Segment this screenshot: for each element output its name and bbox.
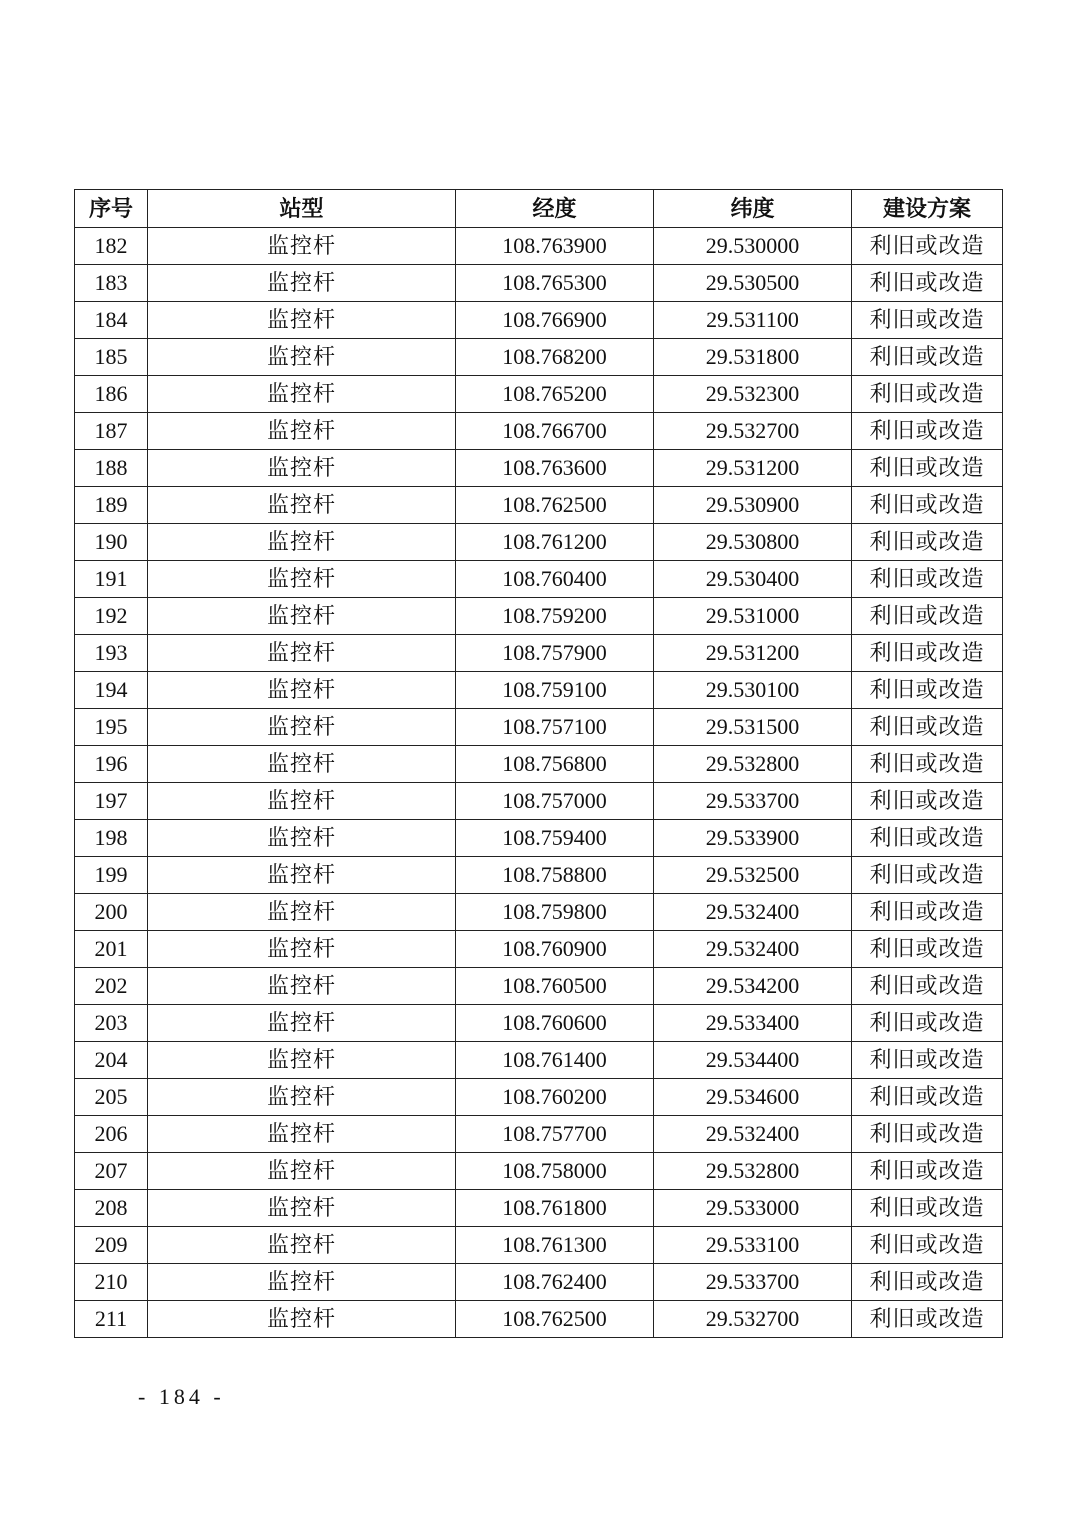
cell-index: 200	[75, 894, 148, 931]
table-row	[75, 1079, 1003, 1116]
cell-latitude: 29.530800	[654, 524, 852, 561]
table-row	[75, 672, 1003, 709]
cell-longitude: 108.760600	[456, 1005, 654, 1042]
cell-construction-plan: 利旧或改造	[852, 968, 1003, 1005]
cell-longitude: 108.763600	[456, 450, 654, 487]
cell-station-type: 监控杆	[148, 894, 456, 931]
cell-index: 210	[75, 1264, 148, 1301]
cell-latitude: 29.533900	[654, 820, 852, 857]
table-row	[75, 820, 1003, 857]
cell-station-type: 监控杆	[148, 1005, 456, 1042]
cell-latitude: 29.532400	[654, 894, 852, 931]
table-row	[75, 376, 1003, 413]
cell-longitude: 108.758000	[456, 1153, 654, 1190]
cell-station-type: 监控杆	[148, 228, 456, 265]
cell-longitude: 108.761800	[456, 1190, 654, 1227]
cell-latitude: 29.532800	[654, 746, 852, 783]
cell-construction-plan: 利旧或改造	[852, 450, 1003, 487]
cell-construction-plan: 利旧或改造	[852, 783, 1003, 820]
cell-station-type: 监控杆	[148, 1042, 456, 1079]
cell-index: 201	[75, 931, 148, 968]
cell-longitude: 108.759100	[456, 672, 654, 709]
cell-index: 207	[75, 1153, 148, 1190]
table-row	[75, 561, 1003, 598]
cell-latitude: 29.531100	[654, 302, 852, 339]
cell-construction-plan: 利旧或改造	[852, 931, 1003, 968]
table-row	[75, 894, 1003, 931]
cell-longitude: 108.757700	[456, 1116, 654, 1153]
header-latitude: 纬度	[654, 190, 852, 228]
cell-construction-plan: 利旧或改造	[852, 1079, 1003, 1116]
header-construction-plan: 建设方案	[852, 190, 1003, 228]
cell-construction-plan: 利旧或改造	[852, 561, 1003, 598]
cell-index: 203	[75, 1005, 148, 1042]
cell-latitude: 29.533100	[654, 1227, 852, 1264]
cell-station-type: 监控杆	[148, 820, 456, 857]
cell-construction-plan: 利旧或改造	[852, 1116, 1003, 1153]
cell-station-type: 监控杆	[148, 1301, 456, 1338]
table-row	[75, 1264, 1003, 1301]
cell-station-type: 监控杆	[148, 1227, 456, 1264]
cell-latitude: 29.533400	[654, 1005, 852, 1042]
cell-index: 189	[75, 487, 148, 524]
cell-index: 204	[75, 1042, 148, 1079]
cell-station-type: 监控杆	[148, 672, 456, 709]
cell-latitude: 29.532800	[654, 1153, 852, 1190]
table-row	[75, 783, 1003, 820]
cell-construction-plan: 利旧或改造	[852, 339, 1003, 376]
cell-construction-plan: 利旧或改造	[852, 672, 1003, 709]
cell-station-type: 监控杆	[148, 968, 456, 1005]
table-row	[75, 1116, 1003, 1153]
cell-latitude: 29.531200	[654, 450, 852, 487]
cell-construction-plan: 利旧或改造	[852, 1005, 1003, 1042]
table-row	[75, 1153, 1003, 1190]
cell-index: 209	[75, 1227, 148, 1264]
cell-latitude: 29.533700	[654, 1264, 852, 1301]
header-longitude: 经度	[456, 190, 654, 228]
table-header-row	[75, 190, 1003, 228]
cell-construction-plan: 利旧或改造	[852, 1190, 1003, 1227]
cell-construction-plan: 利旧或改造	[852, 709, 1003, 746]
cell-index: 205	[75, 1079, 148, 1116]
cell-index: 202	[75, 968, 148, 1005]
cell-index: 206	[75, 1116, 148, 1153]
cell-latitude: 29.530000	[654, 228, 852, 265]
cell-longitude: 108.759200	[456, 598, 654, 635]
cell-latitude: 29.530900	[654, 487, 852, 524]
table-body	[75, 228, 1003, 1338]
cell-index: 192	[75, 598, 148, 635]
table-row	[75, 635, 1003, 672]
cell-construction-plan: 利旧或改造	[852, 265, 1003, 302]
table-row	[75, 1301, 1003, 1338]
cell-index: 191	[75, 561, 148, 598]
cell-index: 199	[75, 857, 148, 894]
cell-index: 185	[75, 339, 148, 376]
table-row	[75, 487, 1003, 524]
cell-station-type: 监控杆	[148, 487, 456, 524]
cell-index: 186	[75, 376, 148, 413]
table-row	[75, 709, 1003, 746]
table-row	[75, 413, 1003, 450]
table-row	[75, 931, 1003, 968]
cell-index: 183	[75, 265, 148, 302]
cell-station-type: 监控杆	[148, 376, 456, 413]
cell-construction-plan: 利旧或改造	[852, 857, 1003, 894]
cell-latitude: 29.534600	[654, 1079, 852, 1116]
table-row	[75, 857, 1003, 894]
cell-longitude: 108.759800	[456, 894, 654, 931]
cell-longitude: 108.757900	[456, 635, 654, 672]
cell-latitude: 29.532500	[654, 857, 852, 894]
cell-index: 195	[75, 709, 148, 746]
cell-construction-plan: 利旧或改造	[852, 1264, 1003, 1301]
cell-latitude: 29.532400	[654, 1116, 852, 1153]
cell-index: 187	[75, 413, 148, 450]
cell-longitude: 108.761400	[456, 1042, 654, 1079]
cell-construction-plan: 利旧或改造	[852, 228, 1003, 265]
cell-station-type: 监控杆	[148, 265, 456, 302]
cell-station-type: 监控杆	[148, 1153, 456, 1190]
cell-station-type: 监控杆	[148, 746, 456, 783]
cell-latitude: 29.532700	[654, 1301, 852, 1338]
cell-construction-plan: 利旧或改造	[852, 894, 1003, 931]
page-number: - 184 -	[138, 1384, 225, 1409]
cell-station-type: 监控杆	[148, 1190, 456, 1227]
cell-index: 194	[75, 672, 148, 709]
cell-station-type: 监控杆	[148, 635, 456, 672]
cell-construction-plan: 利旧或改造	[852, 413, 1003, 450]
cell-station-type: 监控杆	[148, 302, 456, 339]
table-row	[75, 339, 1003, 376]
cell-longitude: 108.758800	[456, 857, 654, 894]
cell-longitude: 108.760500	[456, 968, 654, 1005]
cell-index: 196	[75, 746, 148, 783]
cell-longitude: 108.763900	[456, 228, 654, 265]
cell-longitude: 108.762500	[456, 1301, 654, 1338]
cell-longitude: 108.759400	[456, 820, 654, 857]
table-row	[75, 1005, 1003, 1042]
cell-construction-plan: 利旧或改造	[852, 1227, 1003, 1264]
cell-station-type: 监控杆	[148, 598, 456, 635]
cell-latitude: 29.534400	[654, 1042, 852, 1079]
cell-latitude: 29.530500	[654, 265, 852, 302]
header-index: 序号	[75, 190, 148, 228]
cell-longitude: 108.761300	[456, 1227, 654, 1264]
cell-index: 193	[75, 635, 148, 672]
cell-index: 197	[75, 783, 148, 820]
table-row	[75, 450, 1003, 487]
cell-index: 184	[75, 302, 148, 339]
cell-station-type: 监控杆	[148, 1116, 456, 1153]
table-row	[75, 1227, 1003, 1264]
cell-longitude: 108.760900	[456, 931, 654, 968]
cell-longitude: 108.762400	[456, 1264, 654, 1301]
cell-index: 211	[75, 1301, 148, 1338]
table-row	[75, 1190, 1003, 1227]
cell-longitude: 108.768200	[456, 339, 654, 376]
cell-construction-plan: 利旧或改造	[852, 598, 1003, 635]
cell-latitude: 29.532700	[654, 413, 852, 450]
table-row	[75, 746, 1003, 783]
station-table	[74, 189, 1003, 1338]
cell-longitude: 108.766900	[456, 302, 654, 339]
cell-latitude: 29.532400	[654, 931, 852, 968]
cell-latitude: 29.532300	[654, 376, 852, 413]
cell-latitude: 29.534200	[654, 968, 852, 1005]
cell-station-type: 监控杆	[148, 709, 456, 746]
header-station-type: 站型	[148, 190, 456, 228]
cell-station-type: 监控杆	[148, 413, 456, 450]
cell-latitude: 29.531200	[654, 635, 852, 672]
cell-index: 188	[75, 450, 148, 487]
cell-station-type: 监控杆	[148, 339, 456, 376]
cell-construction-plan: 利旧或改造	[852, 1042, 1003, 1079]
cell-index: 198	[75, 820, 148, 857]
table-row	[75, 302, 1003, 339]
table-row	[75, 598, 1003, 635]
cell-latitude: 29.533000	[654, 1190, 852, 1227]
cell-construction-plan: 利旧或改造	[852, 820, 1003, 857]
cell-construction-plan: 利旧或改造	[852, 302, 1003, 339]
cell-index: 190	[75, 524, 148, 561]
cell-station-type: 监控杆	[148, 1079, 456, 1116]
cell-station-type: 监控杆	[148, 857, 456, 894]
cell-latitude: 29.531000	[654, 598, 852, 635]
cell-longitude: 108.756800	[456, 746, 654, 783]
cell-construction-plan: 利旧或改造	[852, 1153, 1003, 1190]
cell-construction-plan: 利旧或改造	[852, 1301, 1003, 1338]
cell-latitude: 29.531500	[654, 709, 852, 746]
cell-station-type: 监控杆	[148, 561, 456, 598]
cell-longitude: 108.766700	[456, 413, 654, 450]
cell-longitude: 108.757100	[456, 709, 654, 746]
cell-station-type: 监控杆	[148, 450, 456, 487]
cell-longitude: 108.765300	[456, 265, 654, 302]
cell-longitude: 108.765200	[456, 376, 654, 413]
cell-construction-plan: 利旧或改造	[852, 635, 1003, 672]
cell-latitude: 29.533700	[654, 783, 852, 820]
table-row	[75, 1042, 1003, 1079]
cell-latitude: 29.530400	[654, 561, 852, 598]
cell-longitude: 108.761200	[456, 524, 654, 561]
cell-index: 182	[75, 228, 148, 265]
cell-station-type: 监控杆	[148, 783, 456, 820]
cell-station-type: 监控杆	[148, 524, 456, 561]
cell-latitude: 29.531800	[654, 339, 852, 376]
cell-latitude: 29.530100	[654, 672, 852, 709]
cell-station-type: 监控杆	[148, 1264, 456, 1301]
cell-construction-plan: 利旧或改造	[852, 376, 1003, 413]
cell-station-type: 监控杆	[148, 931, 456, 968]
cell-longitude: 108.760200	[456, 1079, 654, 1116]
table-row	[75, 228, 1003, 265]
cell-construction-plan: 利旧或改造	[852, 524, 1003, 561]
cell-longitude: 108.760400	[456, 561, 654, 598]
cell-longitude: 108.762500	[456, 487, 654, 524]
cell-index: 208	[75, 1190, 148, 1227]
cell-longitude: 108.757000	[456, 783, 654, 820]
table-row	[75, 265, 1003, 302]
table-row	[75, 524, 1003, 561]
table-row	[75, 968, 1003, 1005]
cell-construction-plan: 利旧或改造	[852, 746, 1003, 783]
cell-construction-plan: 利旧或改造	[852, 487, 1003, 524]
